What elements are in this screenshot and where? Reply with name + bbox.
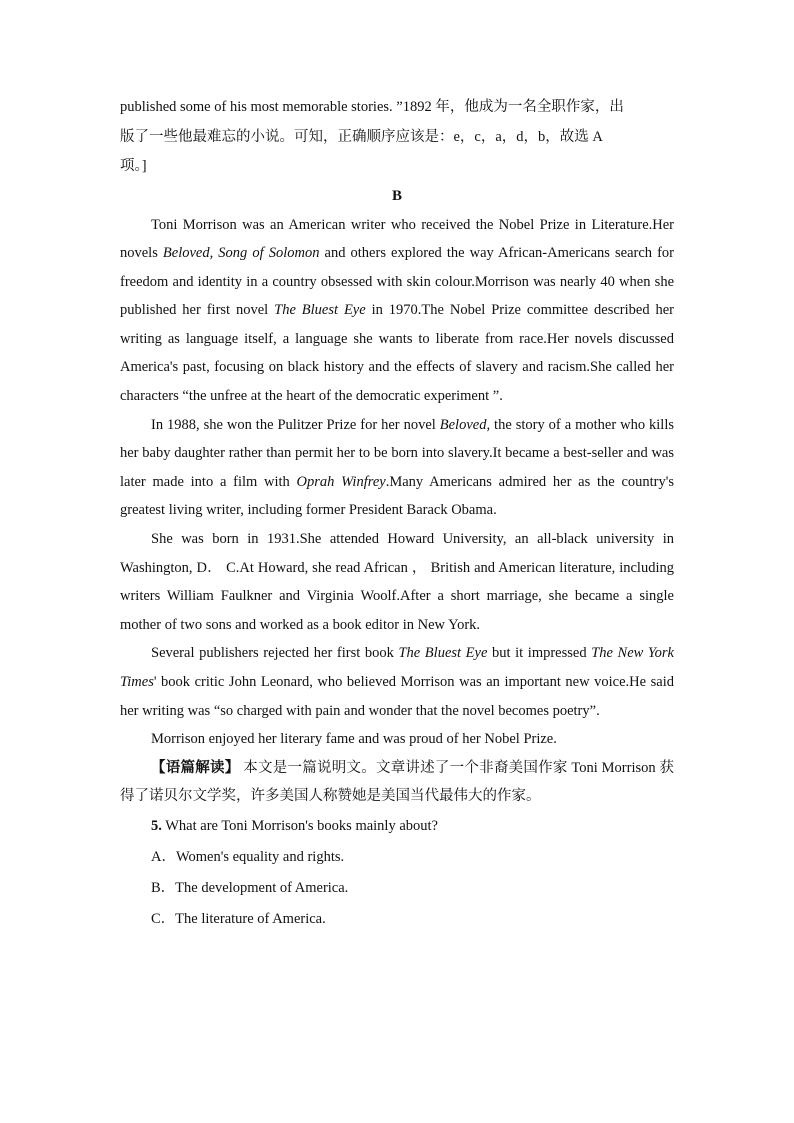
option-c[interactable]: C．The literature of America. <box>151 910 326 927</box>
question-stem-text: What are Toni Morrison's books mainly about? <box>161 817 438 834</box>
paragraph-2 <box>120 411 674 525</box>
paragraph-1-text-1: Toni Morrison was an American writer who received the Nobel Prize in Literature.Her novels <box>120 216 674 262</box>
option-a[interactable]: A．Women's equality and rights. <box>151 848 345 865</box>
analysis-text: 本文是一篇说明文。文章讲述了一个非裔美国作家 Toni Morrison 获得了诺贝尔文学奖，许多美国人称赞她是美国当代最伟大的作家。 <box>120 759 675 805</box>
paragraph-2-text-2: the story of a mother who kills her baby daughter rather than permit her to be born into slavery.It became a best-seller and was later made into a film with <box>120 416 674 490</box>
book-title-bluest-eye: The Bluest Eye <box>274 302 366 319</box>
book-title-beloved: Beloved, <box>439 416 491 433</box>
intro-line-1: published some of his most memorable stories. ”1892 年，他成为一名全职作家，出 <box>120 99 624 115</box>
paragraph-1 <box>120 211 674 411</box>
analysis-paragraph <box>120 754 674 811</box>
paragraph-1-text-3: in 1970.The Nobel Prize committee described her writing as language itself, a language she wants to liberate from race.Her novels discussed America's past, focusing on black history and the effects of slavery and racism.She called her characters “the unfree at the heart of the democratic experiment ”. <box>120 302 674 405</box>
question-number: 5. <box>151 817 162 834</box>
section-heading: B <box>391 187 402 204</box>
name-oprah-winfrey: Oprah Winfrey <box>296 473 386 490</box>
question-stem <box>120 811 674 842</box>
paragraph-3: She was born in 1931.She attended Howard University, an all-black university in Washington, D． C.At Howard, she read African ， British and American literature, including writers William Faulkner and Virginia Woolf.After a short marriage, she became a single mother of two sons and worked as a book editor in New York. <box>120 531 674 633</box>
paragraph-4 <box>120 639 674 725</box>
question-block <box>120 811 674 935</box>
intro-line-3: 项。] <box>120 158 147 174</box>
document-page <box>120 93 674 935</box>
book-title-beloved-song: Beloved, Song of Solomon <box>162 245 320 262</box>
paragraph-4-text-2: but it impressed <box>487 645 592 662</box>
paragraph-2-text-3: .Many Americans admired her as the country's greatest living writer, including former President Barack Obama. <box>120 473 674 519</box>
paragraph-1-text-2: and others explored the way African-Americans search for freedom and identity in a country obsessed with skin colour.Morrison was nearly 40 when she published her first novel <box>120 245 674 319</box>
paragraph-2-text-1: In 1988, she won the Pulitzer Prize for her novel <box>151 416 440 433</box>
intro-text <box>120 93 674 182</box>
paragraph-5: Morrison enjoyed her literary fame and was proud of her Nobel Prize. <box>151 731 557 748</box>
paragraph-4-text-3: ' book critic John Leonard, who believed Morrison was an important new voice.He said her writing was “so charged with pain and wonder that the novel becomes poetry”. <box>120 674 674 719</box>
analysis-label: 【语篇解读】 <box>151 759 240 776</box>
paragraph-4-text-1: Several publishers rejected her first book <box>151 645 399 662</box>
newspaper-title: The New York Times <box>120 645 674 690</box>
book-title-bluest-eye-2: The Bluest Eye <box>398 645 488 662</box>
intro-line-2: 版了一些他最难忘的小说。可知，正确顺序应该是：e，c，a，d，b，故选 A <box>120 128 603 145</box>
option-b[interactable]: B．The development of America. <box>151 879 349 896</box>
